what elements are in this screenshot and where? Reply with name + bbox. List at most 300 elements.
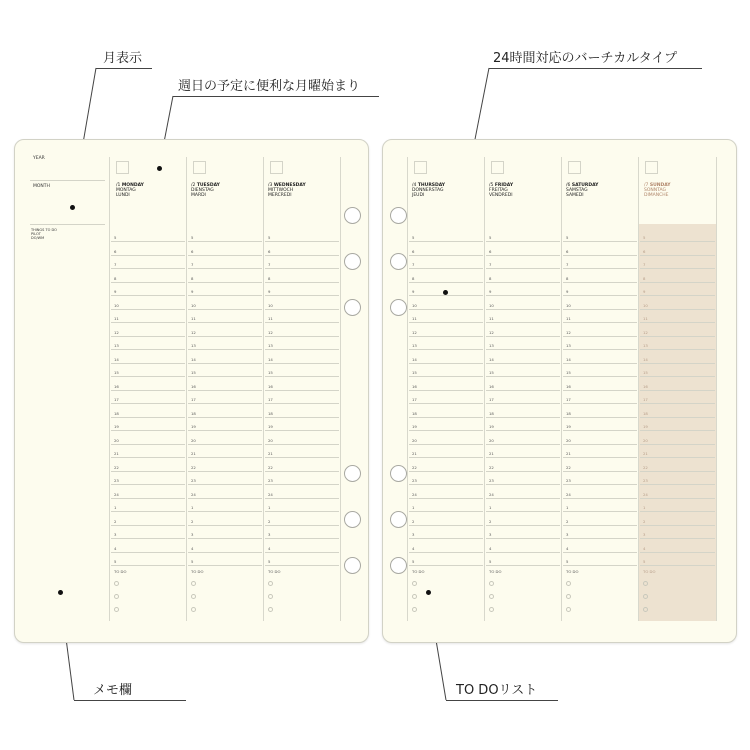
hour-row-line [111,511,185,512]
hour-label: 23 [412,478,417,483]
hour-label: 23 [114,478,119,483]
hour-row-line [409,403,483,404]
hour-label: 13 [114,343,119,348]
hour-label: 24 [191,491,196,497]
hour-row-line [409,417,483,418]
hour-row-line [563,390,637,391]
hour-row-line [409,295,483,296]
day-name: FRIDAY [494,183,514,188]
day-name-de: DONNERSTAG [412,188,444,193]
hour-label: 4 [643,545,646,551]
hour-row-line [265,376,339,377]
hour-label: 9 [114,289,117,294]
hour-label: 21 [191,451,196,456]
hour-row-line [486,430,560,431]
todo-checkbox[interactable] [114,607,119,612]
hour-row-line [640,268,715,269]
hour-row-line [111,403,185,404]
hour-row-line [188,457,262,458]
day-name-fr: DIMANCHE [644,193,669,198]
hour-row-line [111,430,185,431]
hour-row-line [265,363,339,364]
callout-dot [157,166,162,171]
hour-label: 4 [412,545,415,551]
callout-dot [443,290,448,295]
binder-hole [390,465,407,482]
hour-label: 9 [268,289,271,294]
hour-label: 5 [191,235,194,240]
hour-label: 17 [412,397,417,402]
hour-row-line [486,363,560,364]
binder-hole [390,557,407,574]
hour-row-line [188,322,262,323]
hour-label: 11 [643,316,648,321]
hour-row-line [486,417,560,418]
hour-row-line [188,444,262,445]
hour-label: 22 [489,464,494,470]
day-header-thursday [412,183,445,198]
todo-label: TO DO [114,569,127,574]
hour-row-line [111,295,185,296]
hour-label: 6 [643,248,646,254]
hour-row-line [486,309,560,310]
column-divider [484,157,485,621]
date-box [116,161,129,174]
binder-hole [344,299,361,316]
hour-label: 13 [268,343,273,348]
hour-row-line [640,255,715,256]
column-divider [407,157,408,621]
hour-row-line [563,282,637,283]
hour-row-line [486,471,560,472]
hour-row-line [640,525,715,526]
date-box [568,161,581,174]
hour-label: 12 [643,329,648,335]
hour-row-line [486,295,560,296]
hour-row-line [265,282,339,283]
hour-row-line [111,309,185,310]
hour-label: 8 [566,275,569,281]
hour-row-line [111,390,185,391]
hour-row-line [265,444,339,445]
hour-row-line [563,322,637,323]
hour-row-line [111,363,185,364]
hour-row-line [188,255,262,256]
hour-label: 16 [489,383,494,389]
hour-row-line [188,565,262,566]
hour-label: 10 [191,302,196,308]
hour-row-line [111,282,185,283]
hour-label: 1 [114,505,117,510]
todo-checkbox[interactable] [114,594,119,599]
hour-label: 7 [643,262,646,267]
hour-label: 7 [191,262,194,267]
hour-label: 8 [489,275,492,281]
binder-hole [344,207,361,224]
hour-label: 13 [566,343,571,348]
hour-label: 14 [412,356,417,362]
todo-checkbox[interactable] [114,581,119,586]
hour-label: 7 [412,262,415,267]
hour-label: 15 [268,370,273,375]
day-name-de: SAMSTAG [566,188,588,193]
hour-label: 19 [268,424,273,429]
hour-row-line [640,295,715,296]
hour-label: 2 [643,518,646,524]
hour-row-line [563,268,637,269]
hour-label: 1 [412,505,415,510]
hour-label: 21 [489,451,494,456]
hour-label: 5 [412,559,415,564]
hour-label: 5 [191,559,194,564]
hour-row-line [265,511,339,512]
hour-label: 16 [566,383,571,389]
hour-row-line [111,417,185,418]
hour-label: 19 [412,424,417,429]
hour-row-line [486,457,560,458]
todo-checkbox[interactable] [489,607,494,612]
hour-row-line [640,430,715,431]
hour-row-line [265,309,339,310]
todo-checkbox[interactable] [566,581,571,586]
hour-row-line [486,322,560,323]
hour-label: 24 [412,491,417,497]
todo-checkbox[interactable] [566,594,571,599]
column-divider [638,157,639,621]
hour-row-line [409,457,483,458]
column-divider [340,157,341,621]
hour-row-line [188,417,262,418]
hour-label: 2 [566,518,569,524]
day-name-fr: VENDREDI [489,193,513,198]
hour-label: 5 [114,559,117,564]
hour-label: 1 [566,505,569,510]
hour-row-line [188,498,262,499]
hour-label: 19 [643,424,648,429]
hour-row-line [563,295,637,296]
hour-row-line [640,349,715,350]
hour-label: 12 [268,329,273,335]
todo-checkbox[interactable] [643,594,648,599]
hour-label: 18 [268,410,273,416]
day-mark: /7 [644,183,649,188]
hour-row-line [563,552,637,553]
hour-row-line [563,565,637,566]
day-name-de: SONNTAG [644,188,667,193]
hour-label: 11 [566,316,571,321]
hour-label: 2 [191,518,194,524]
hour-row-line [188,525,262,526]
day-name: MONDAY [121,183,144,188]
hour-label: 1 [191,505,194,510]
column-divider [716,157,717,621]
hour-row-line [486,282,560,283]
todo-checkbox[interactable] [191,581,196,586]
hour-label: 17 [191,397,196,402]
things-to-do-line: DO/WM [31,236,45,240]
hour-row-line [265,484,339,485]
hour-label: 17 [114,397,119,402]
hour-row-line [486,444,560,445]
hour-label: 16 [114,383,119,389]
hour-row-line [265,322,339,323]
hour-row-line [188,282,262,283]
hour-row-line [111,525,185,526]
hour-row-line [486,349,560,350]
hour-label: 3 [489,532,492,537]
callout-todo-list: TO DOリスト [456,683,538,698]
todo-checkbox[interactable] [191,594,196,599]
hour-row-line [188,484,262,485]
todo-checkbox[interactable] [412,581,417,586]
hour-label: 9 [489,289,492,294]
hour-row-line [111,552,185,553]
hour-label: 5 [268,559,271,564]
callout-vertical-24h: 24時間対応のバーチカルタイプ [493,51,678,66]
binder-hole [390,207,407,224]
hour-label: 14 [489,356,494,362]
hour-label: 17 [268,397,273,402]
hour-label: 18 [191,410,196,416]
hour-row-line [640,322,715,323]
hour-label: 21 [412,451,417,456]
hour-label: 22 [643,464,648,470]
hour-row-line [640,552,715,553]
hour-row-line [409,363,483,364]
day-header-tuesday [191,183,220,198]
hour-row-line [111,376,185,377]
hour-label: 19 [566,424,571,429]
hour-label: 11 [489,316,494,321]
hour-row-line [409,241,483,242]
binder-hole [390,253,407,270]
binder-hole [344,253,361,270]
hour-label: 20 [268,437,273,443]
hour-row-line [188,430,262,431]
hour-row-line [188,552,262,553]
todo-checkbox[interactable] [566,607,571,612]
hour-label: 19 [489,424,494,429]
hour-row-line [563,255,637,256]
todo-checkbox[interactable] [412,607,417,612]
todo-checkbox[interactable] [489,594,494,599]
hour-row-line [563,336,637,337]
hour-label: 20 [643,437,648,443]
hour-label: 15 [412,370,417,375]
hour-row-line [409,498,483,499]
hour-row-line [111,457,185,458]
column-divider [561,157,562,621]
hour-label: 14 [114,356,119,362]
hour-label: 19 [191,424,196,429]
hour-row-line [409,538,483,539]
hour-label: 24 [114,491,119,497]
callout-month-display: 月表示 [103,51,143,66]
hour-label: 22 [191,464,196,470]
hour-label: 15 [643,370,648,375]
hour-label: 15 [114,370,119,375]
hour-row-line [640,363,715,364]
column-divider [186,157,187,621]
binder-hole [344,465,361,482]
binder-hole [344,557,361,574]
todo-checkbox[interactable] [489,581,494,586]
hour-label: 15 [489,370,494,375]
hour-label: 7 [489,262,492,267]
hour-row-line [563,525,637,526]
hour-label: 10 [566,302,571,308]
hour-label: 24 [268,491,273,497]
hour-row-line [265,268,339,269]
column-divider [109,157,110,621]
callout-week-start: 週日の予定に便利な月曜始まり [178,79,361,94]
hour-label: 20 [114,437,119,443]
hour-label: 11 [114,316,119,321]
hour-row-line [563,457,637,458]
hour-row-line [486,255,560,256]
hour-label: 14 [191,356,196,362]
day-header-monday [116,183,144,198]
todo-checkbox[interactable] [643,607,648,612]
day-name: THURSDAY [417,183,446,188]
hour-label: 22 [114,464,119,470]
todo-checkbox[interactable] [191,607,196,612]
hour-label: 21 [643,451,648,456]
hour-row-line [640,376,715,377]
hour-row-line [188,363,262,364]
todo-label: TO DO [412,569,425,574]
hour-row-line [563,471,637,472]
hour-row-line [111,336,185,337]
hour-row-line [188,295,262,296]
day-header-sunday [644,183,671,198]
hour-label: 5 [489,235,492,240]
hour-label: 20 [489,437,494,443]
day-name-de: FREITAG [489,188,508,193]
hour-row-line [486,565,560,566]
hour-label: 14 [268,356,273,362]
hour-row-line [265,349,339,350]
hour-row-line [486,268,560,269]
hour-row-line [265,390,339,391]
hour-label: 10 [489,302,494,308]
hour-row-line [265,255,339,256]
hour-label: 7 [566,262,569,267]
hour-label: 12 [114,329,119,335]
hour-label: 8 [643,275,646,281]
day-mark: /4 [412,183,417,188]
hour-label: 13 [191,343,196,348]
hour-row-line [409,471,483,472]
sunday-shaded-area [639,224,717,621]
day-name: WEDNESDAY [273,183,306,188]
hour-row-line [265,498,339,499]
hour-row-line [409,282,483,283]
day-name-fr: MERCREDI [268,193,292,198]
hour-row-line [111,349,185,350]
todo-checkbox[interactable] [268,594,273,599]
hour-row-line [188,538,262,539]
hour-row-line [409,390,483,391]
hour-row-line [409,511,483,512]
hour-label: 15 [566,370,571,375]
hour-label: 4 [268,545,271,551]
hour-label: 20 [191,437,196,443]
day-name-fr: MARDI [191,193,206,198]
hour-label: 6 [566,248,569,254]
binder-hole [390,511,407,528]
hour-label: 19 [114,424,119,429]
todo-checkbox[interactable] [643,581,648,586]
hour-row-line [111,498,185,499]
hour-row-line [188,268,262,269]
hour-label: 5 [412,235,415,240]
hour-row-line [640,511,715,512]
hour-row-line [563,403,637,404]
hour-label: 8 [191,275,194,281]
hour-row-line [486,390,560,391]
date-box [645,161,658,174]
hour-label: 10 [412,302,417,308]
hour-row-line [265,403,339,404]
hour-label: 12 [191,329,196,335]
hour-label: 5 [268,235,271,240]
hour-label: 11 [268,316,273,321]
day-name: TUESDAY [196,183,220,188]
planner-left-page [14,139,369,643]
day-mark: /1 [116,183,121,188]
day-name-de: MITTWOCH [268,188,294,193]
hour-label: 20 [566,437,571,443]
hour-row-line [563,363,637,364]
hour-label: 24 [489,491,494,497]
hour-label: 23 [643,478,648,483]
hour-row-line [563,376,637,377]
hour-row-line [563,241,637,242]
hour-label: 16 [643,383,648,389]
todo-checkbox[interactable] [268,581,273,586]
hour-label: 13 [643,343,648,348]
hour-row-line [486,484,560,485]
callout-dot [58,590,63,595]
hour-row-line [265,417,339,418]
hour-label: 8 [268,275,271,281]
hour-label: 18 [412,410,417,416]
day-name-fr: JEUDI [412,193,425,198]
hour-row-line [640,565,715,566]
hour-row-line [563,430,637,431]
todo-checkbox[interactable] [268,607,273,612]
date-box [414,161,427,174]
hour-row-line [409,565,483,566]
hour-label: 18 [114,410,119,416]
hour-label: 23 [268,478,273,483]
hour-row-line [265,538,339,539]
hour-label: 6 [412,248,415,254]
hour-label: 13 [412,343,417,348]
hour-label: 6 [191,248,194,254]
hour-row-line [640,282,715,283]
todo-label: TO DO [489,569,502,574]
hour-row-line [409,430,483,431]
hour-label: 7 [114,262,117,267]
callout-memo: メモ欄 [93,683,133,698]
hour-row-line [486,241,560,242]
things-to-do-line: THINGS TO DO [31,228,57,232]
todo-checkbox[interactable] [412,594,417,599]
hour-label: 4 [489,545,492,551]
todo-label: TO DO [566,569,579,574]
